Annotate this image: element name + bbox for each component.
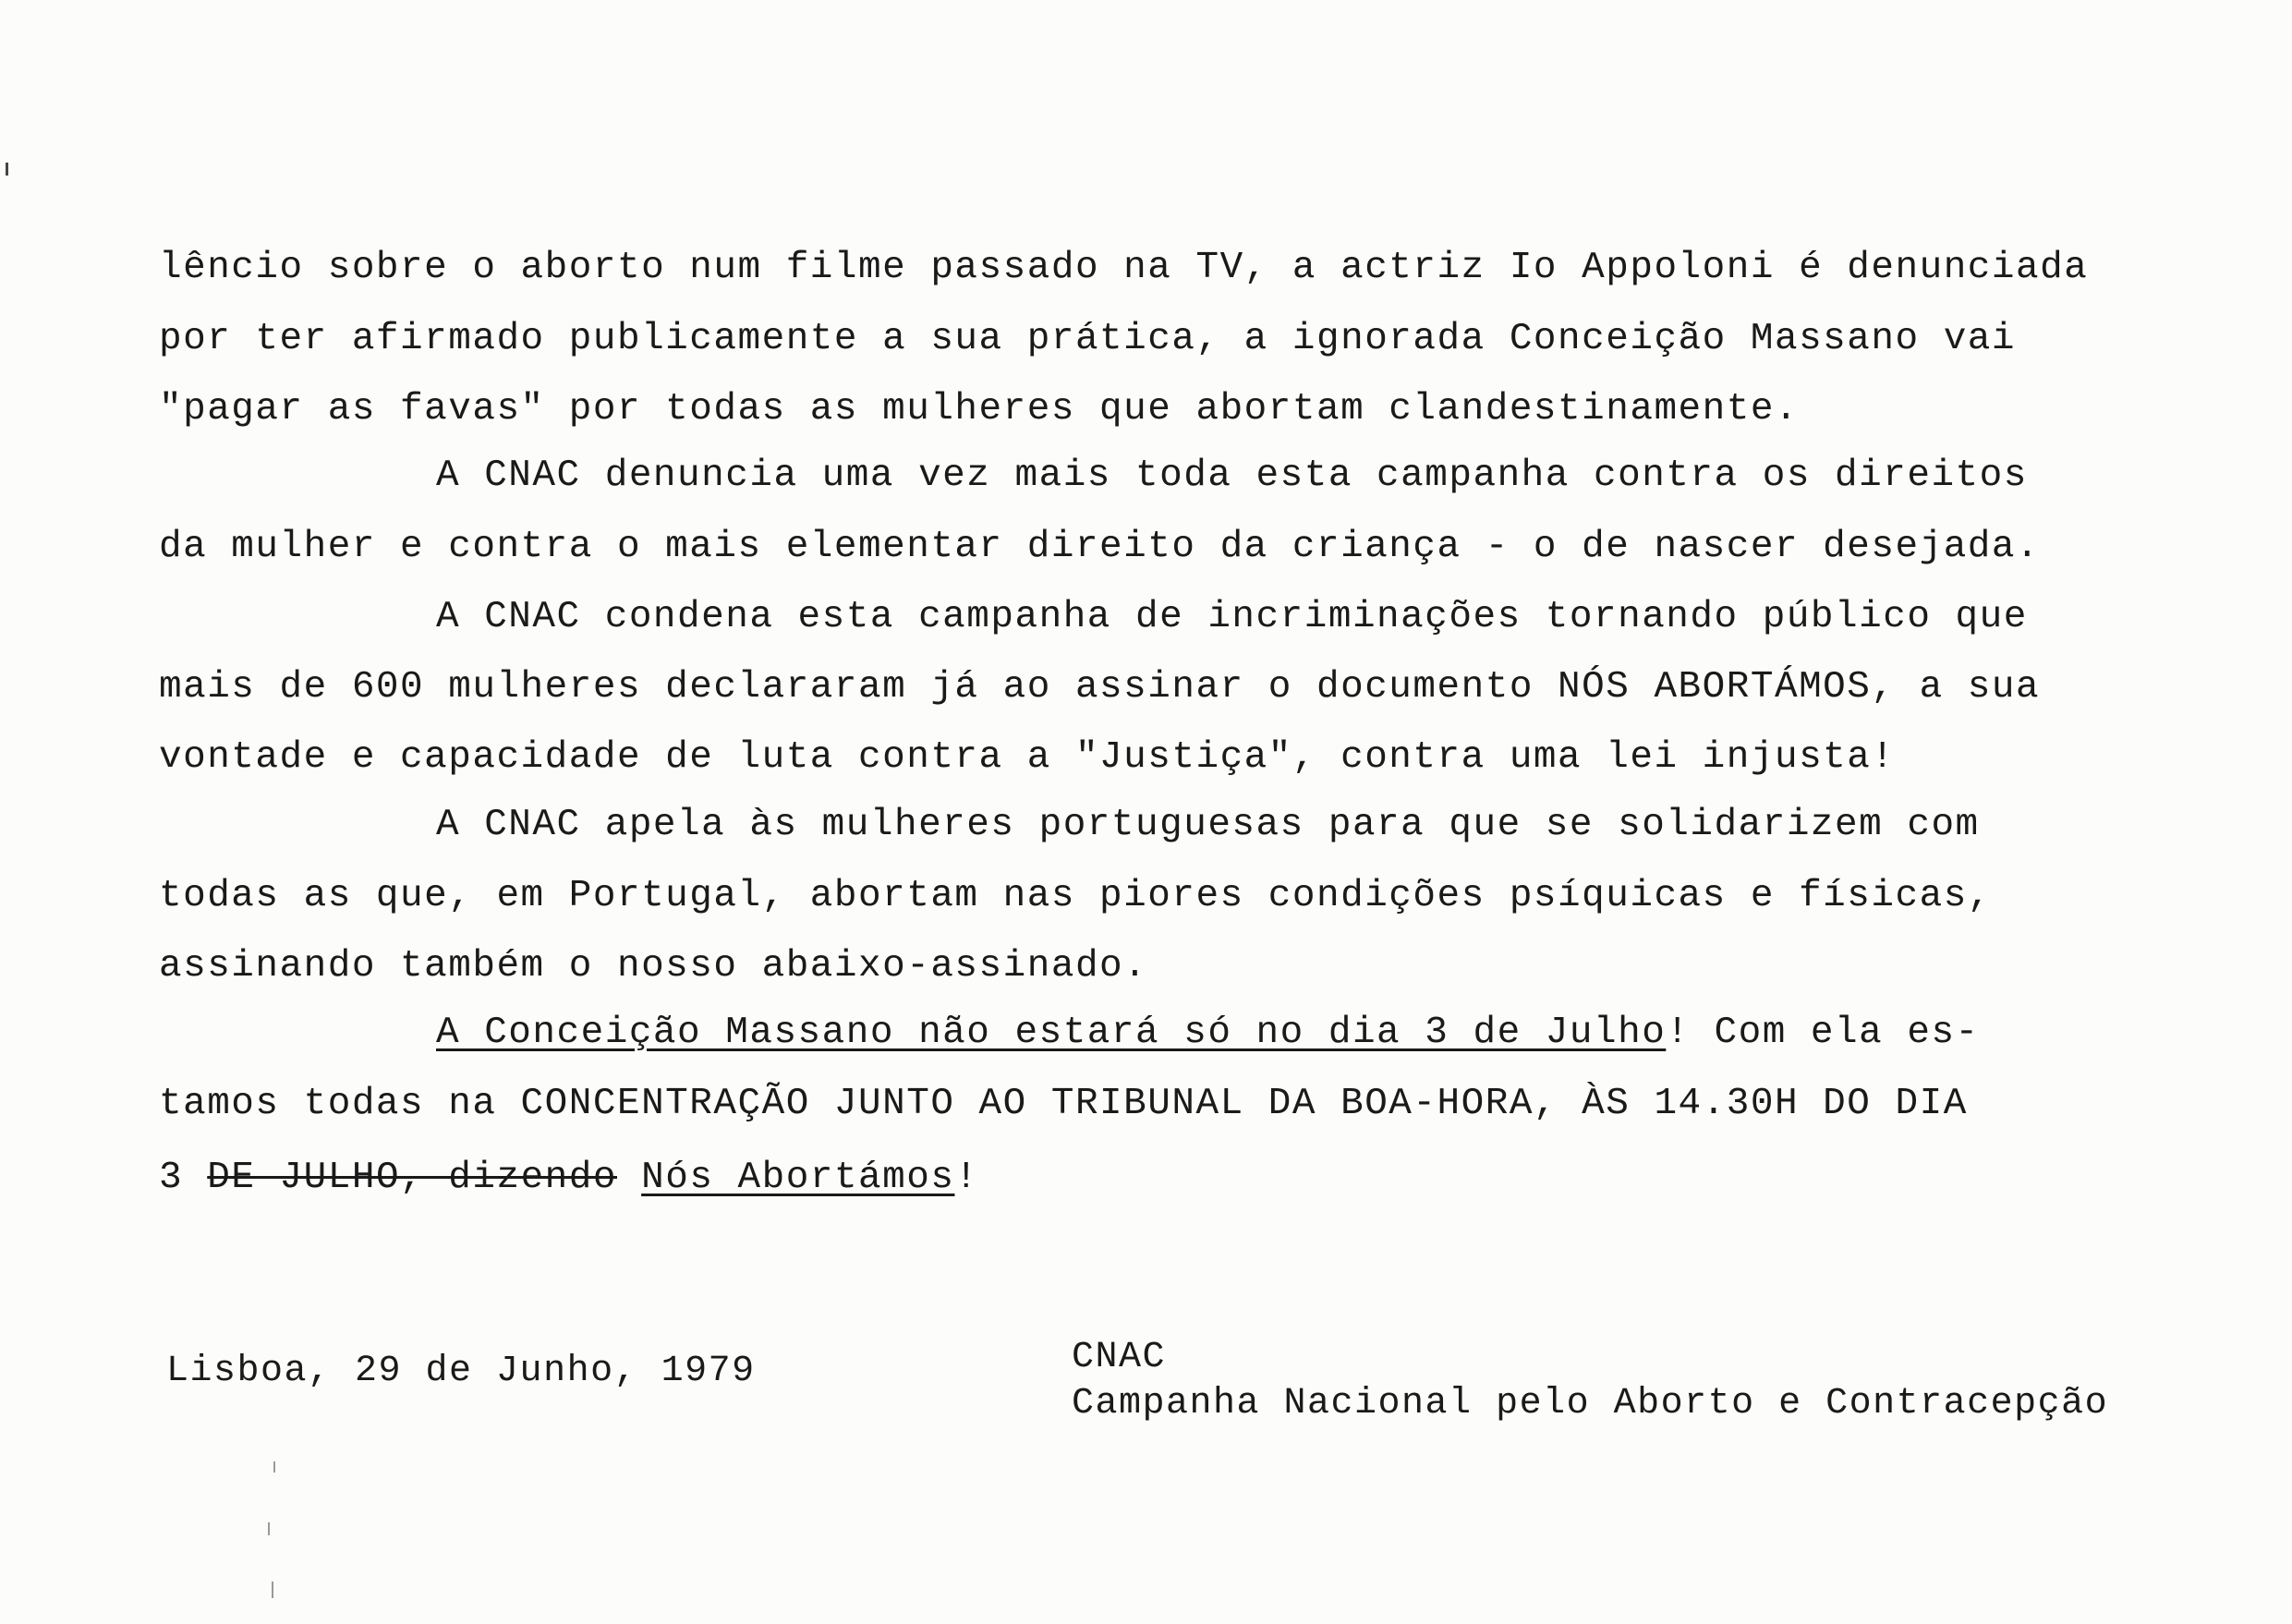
fold-mark-1 bbox=[273, 1461, 275, 1473]
body-line-3: "pagar as favas" por todas as mulheres que abortam clandestinamente. bbox=[159, 388, 1800, 430]
body-line-11: assinando também o nosso abaixo-assinado. bbox=[159, 945, 1148, 988]
place-date: Lisboa, 29 de Junho, 1979 bbox=[166, 1351, 756, 1392]
body-line-2: por ter afirmado publicamente a sua prática, a ignorada Conceição Massano vai bbox=[159, 318, 2017, 360]
body-line-5: da mulher e contra o mais elementar direito da criança - o de nascer desejada. bbox=[159, 526, 2041, 568]
closing-exclamation: ! bbox=[954, 1157, 979, 1199]
closing-space bbox=[617, 1157, 641, 1199]
closing-line-3 bbox=[159, 1159, 979, 1197]
closing-underlined: A Conceição Massano não estará só no dia 3 de Julho bbox=[436, 1012, 1667, 1054]
closing-line3-number: 3 bbox=[159, 1157, 208, 1199]
body-line-6: A CNAC condena esta campanha de incriminações tornando público que bbox=[436, 596, 2028, 638]
body-line-1: lêncio sobre o aborto num filme passado na TV, a actriz Io Appoloni é denunciada bbox=[159, 247, 2089, 289]
body-line-7: mais de 600 mulheres declararam já ao assinar o documento NÓS ABORTÁMOS, a sua bbox=[159, 666, 2041, 709]
fold-mark-2 bbox=[268, 1522, 270, 1535]
body-line-9: A CNAC apela às mulheres portuguesas para que se solidarizem com bbox=[436, 804, 1980, 846]
fold-mark-3 bbox=[272, 1582, 273, 1598]
closing-underlined-phrase: Nós Abortámos bbox=[641, 1157, 955, 1199]
body-line-8: vontade e capacidade de luta contra a "Justiça", contra uma lei injusta! bbox=[159, 736, 1896, 779]
body-line-4: A CNAC denuncia uma vez mais toda esta campanha contra os direitos bbox=[436, 454, 2028, 497]
org-name: Campanha Nacional pelo Aborto e Contracepção bbox=[1072, 1383, 2109, 1424]
punch-mark bbox=[6, 163, 8, 176]
closing-line-1 bbox=[436, 1014, 1980, 1052]
closing-line-2: tamos todas na CONCENTRAÇÃO JUNTO AO TRIBUNAL DA BOA-HORA, ÀS 14.30H DO DIA bbox=[159, 1083, 1968, 1125]
org-acronym: CNAC bbox=[1072, 1337, 1167, 1378]
closing-after: ! Com ela es- bbox=[1666, 1012, 1980, 1054]
body-line-10: todas as que, em Portugal, abortam nas piores condições psíquicas e físicas, bbox=[159, 875, 1992, 917]
closing-struck-text: DE JULHO, dizendo bbox=[207, 1157, 617, 1199]
